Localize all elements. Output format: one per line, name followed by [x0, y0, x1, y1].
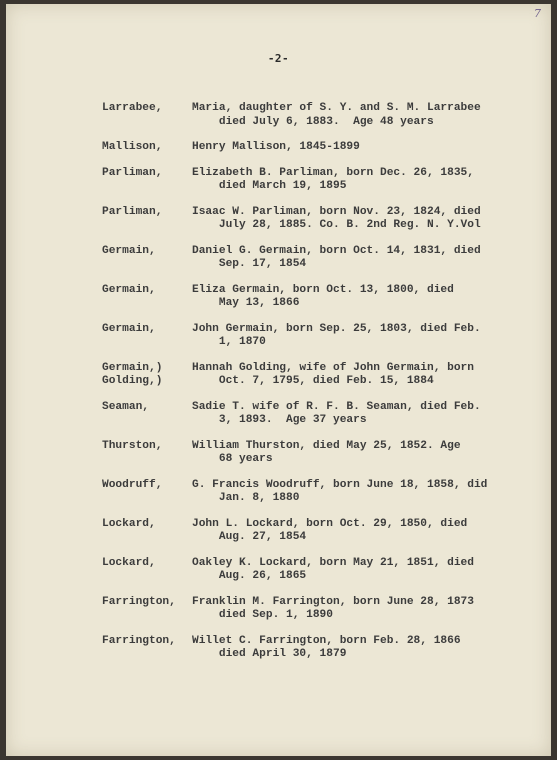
entry-text: [192, 557, 522, 584]
entry-row: [102, 362, 522, 389]
entry-line-2: May 13, 1866: [192, 297, 300, 309]
entry-line-1: Sadie T. wife of R. F. B. Seaman, died Feb.: [192, 400, 481, 413]
entry-text: [192, 362, 522, 389]
entry-line-2: Aug. 26, 1865: [192, 570, 307, 582]
entry-surname: Lockard,: [102, 517, 156, 530]
entry-line-1: John Germain, born Sep. 25, 1803, died Feb.: [192, 322, 481, 335]
burial-entries-list: [102, 102, 522, 674]
entry-surname: Farrington,: [102, 634, 176, 647]
entry-surname: Germain,) Golding,): [102, 361, 163, 387]
entry-row: [102, 479, 522, 506]
entry-row: [102, 167, 522, 194]
entry-line-2: 68 years: [192, 453, 273, 465]
entry-text: [192, 141, 522, 155]
entry-line-2: 1, 1870: [192, 336, 266, 348]
entry-line-1: Eliza Germain, born Oct. 13, 1800, died: [192, 283, 454, 296]
page-number: -2-: [267, 52, 290, 65]
entry-line-1: G. Francis Woodruff, born June 18, 1858, did: [192, 478, 488, 491]
entry-text: [192, 518, 522, 545]
entry-surname: Parliman,: [102, 205, 163, 218]
entry-text: [192, 284, 522, 311]
entry-line-2: Sep. 17, 1854: [192, 258, 307, 270]
entry-row: [102, 141, 522, 155]
entry-line-1: Willet C. Farrington, born Feb. 28, 1866: [192, 634, 461, 647]
entry-row: [102, 596, 522, 623]
entry-line-1: Hannah Golding, wife of John Germain, born: [192, 361, 474, 374]
entry-surname: Germain,: [102, 283, 156, 296]
entry-surname: Thurston,: [102, 439, 163, 452]
entry-text: [192, 401, 522, 428]
entry-text: [192, 479, 522, 506]
entry-text: [192, 440, 522, 467]
entry-text: [192, 245, 522, 272]
entry-text: [192, 167, 522, 194]
entry-line-2: Aug. 27, 1854: [192, 531, 307, 543]
entry-row: [102, 323, 522, 350]
entry-line-2: Oct. 7, 1795, died Feb. 15, 1884: [192, 375, 434, 387]
entry-surname: Lockard,: [102, 556, 156, 569]
entry-surname: Farrington,: [102, 595, 176, 608]
entry-line-2: died Sep. 1, 1890: [192, 609, 333, 621]
entry-row: [102, 440, 522, 467]
entry-line-1: Maria, daughter of S. Y. and S. M. Larrabee: [192, 102, 481, 114]
entry-text: [192, 102, 522, 129]
entry-text: [192, 206, 522, 233]
entry-line-2: died July 6, 1883. Age 48 years: [192, 115, 434, 128]
entry-line-2: died March 19, 1895: [192, 180, 347, 192]
entry-row: [102, 635, 522, 662]
entry-line-1: William Thurston, died May 25, 1852. Age: [192, 439, 461, 452]
entry-text: [192, 635, 522, 662]
entry-line-1: John L. Lockard, born Oct. 29, 1850, died: [192, 517, 468, 530]
entry-surname: Germain,: [102, 322, 156, 335]
entry-surname: Larrabee,: [102, 102, 163, 114]
entry-line-2: 3, 1893. Age 37 years: [192, 414, 367, 426]
entry-text: [192, 596, 522, 623]
entry-text: [192, 323, 522, 350]
entry-surname: Woodruff,: [102, 478, 163, 491]
corner-page-mark: 7: [534, 7, 541, 20]
entry-surname: Seaman,: [102, 400, 149, 413]
entry-line-1: Isaac W. Parliman, born Nov. 23, 1824, died: [192, 205, 481, 218]
entry-line-1: Daniel G. Germain, born Oct. 14, 1831, died: [192, 244, 481, 257]
entry-row: [102, 284, 522, 311]
entry-row: [102, 557, 522, 584]
entry-line-2: Jan. 8, 1880: [192, 492, 300, 504]
entry-surname: Parliman,: [102, 166, 163, 179]
entry-row: [102, 102, 522, 129]
entry-line-1: Elizabeth B. Parliman, born Dec. 26, 1835,: [192, 166, 474, 179]
entry-line-1: Oakley K. Lockard, born May 21, 1851, died: [192, 556, 474, 569]
entry-row: [102, 518, 522, 545]
entry-line-1: Franklin M. Farrington, born June 28, 1873: [192, 595, 474, 608]
entry-row: [102, 206, 522, 233]
document-page: [6, 4, 551, 756]
entry-surname: Mallison,: [102, 141, 163, 153]
entry-line-1: Henry Mallison, 1845-1899: [192, 141, 360, 153]
entry-line-2: died April 30, 1879: [192, 648, 347, 660]
entry-surname: Germain,: [102, 244, 156, 257]
entry-row: [102, 401, 522, 428]
entry-line-2: July 28, 1885. Co. B. 2nd Reg. N. Y.Vol: [192, 219, 481, 231]
entry-row: [102, 245, 522, 272]
